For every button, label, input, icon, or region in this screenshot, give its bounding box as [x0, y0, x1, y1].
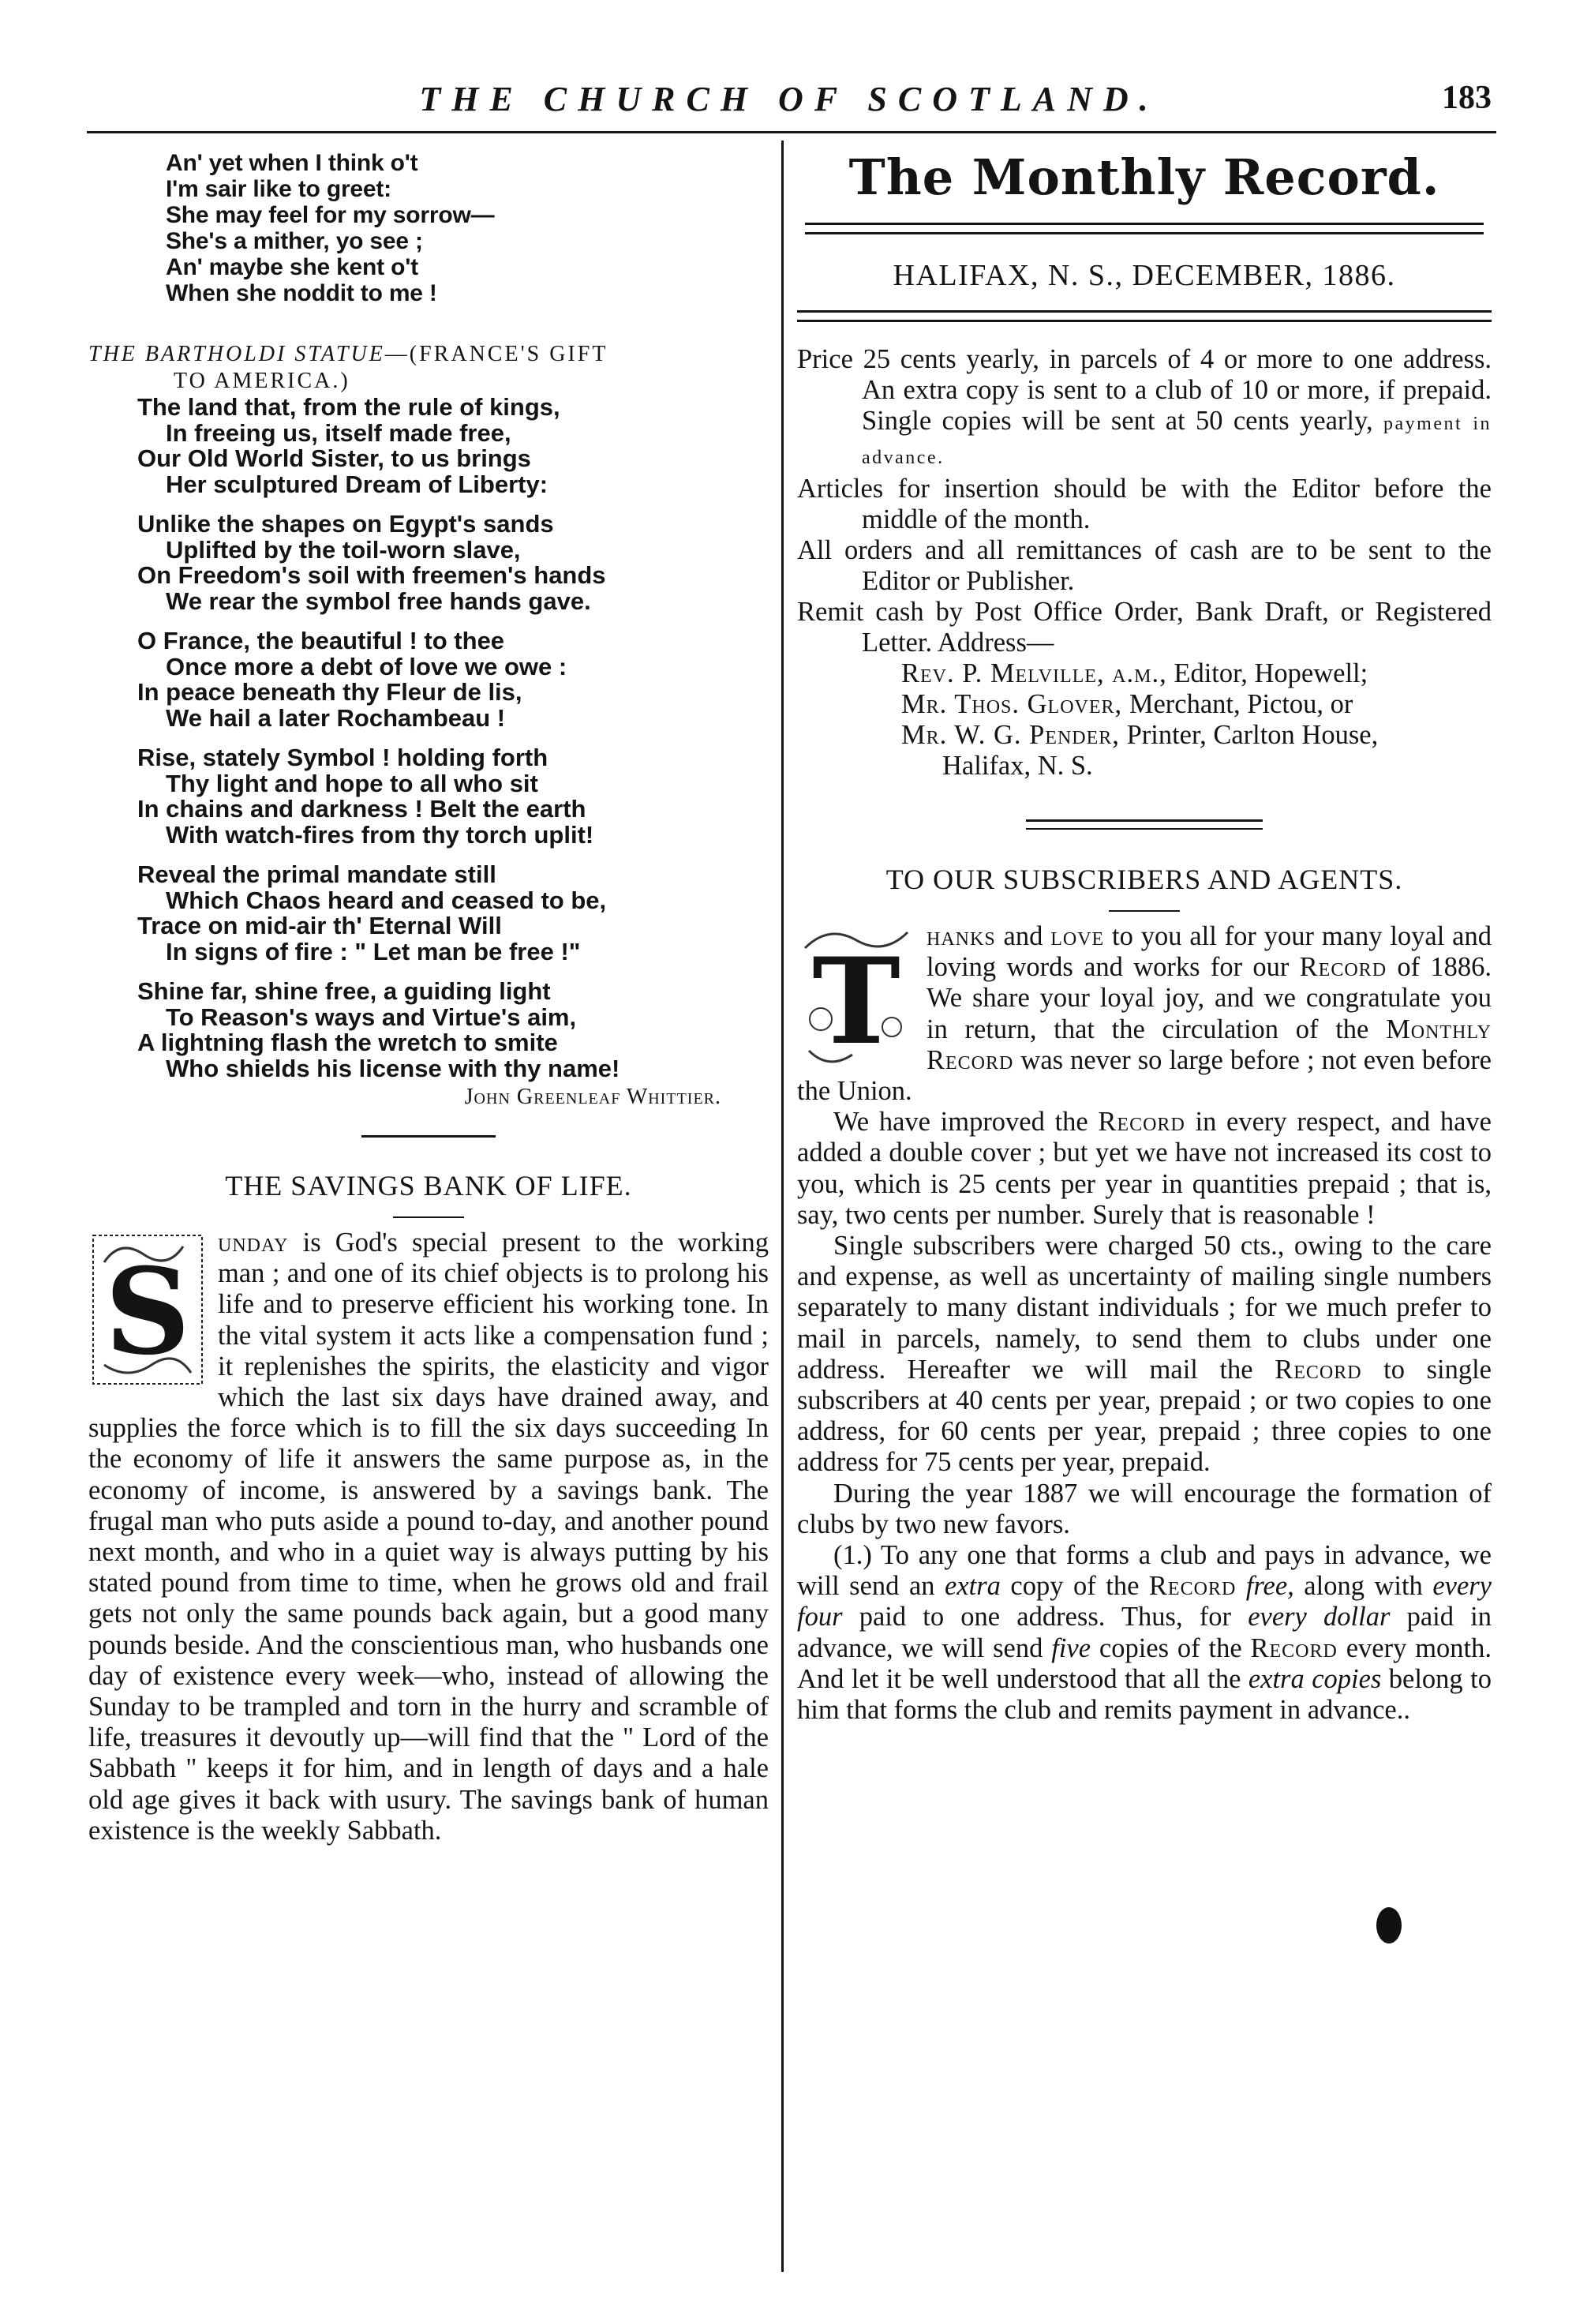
ornamental-dropcap-s [88, 1231, 207, 1389]
text-run: belong to him that forms the club and remits payment in advance.. [797, 1663, 1492, 1726]
savings-article [88, 1228, 769, 1846]
masthead: The Monthly Record. [848, 148, 1440, 206]
payment-in-advance: payment in advance. [862, 414, 1492, 468]
poem-line: In freeing us, itself made free, [166, 418, 511, 447]
text-run: every dollar [1248, 1602, 1391, 1632]
dateline-rule [797, 310, 1492, 322]
stanza [137, 979, 769, 1081]
text-run: Single subscribers were charged 50 cts., owing to the care and expense, as well as uncertainty of mailing single numbers separately to many distant individuals ; for we much prefer to mail in parcels, namely, to send them to clubs under one address. Hereafter we will mail the [797, 1231, 1492, 1385]
poet-credit [88, 1085, 769, 1110]
stanza [137, 512, 769, 614]
text-run: free, [1236, 1571, 1294, 1602]
column-divider [781, 141, 784, 2272]
poem-line: Unlike the shapes on Egypt's sands [137, 510, 554, 538]
poem-line: A lightning flash the wretch to smite [137, 1029, 558, 1056]
dropcap-letter: S [104, 1243, 191, 1381]
section-rule [361, 1135, 496, 1138]
remit-text: Remit cash by Post Office Order, Bank Draft, or Registered Letter. Address— [797, 597, 1492, 658]
title-rule [393, 1216, 464, 1218]
paragraph [797, 1540, 1492, 1726]
text-run: of 1886. We share your loyal joy, and we congratulate you in return, that the circulation of the [927, 952, 1492, 1044]
articles-notice: Articles for insertion should be with the Editor before the middle of the month. [797, 474, 1492, 534]
address-line [862, 689, 1492, 720]
text-run: along with [1293, 1571, 1433, 1602]
text-run: in every respect, and have added a double cover ; but yet we have not increased its cost to you, which is 25 cents per year in quantities prepaid ; that is, say, two cents per number. Surely that is reasonable ! [797, 1107, 1492, 1230]
lead-word: hanks [927, 921, 996, 951]
poem-line: On Freedom's soil with freemen's hands [137, 561, 606, 589]
dropcap-letter: T [812, 932, 900, 1071]
poem-line: To Reason's ways and Virtue's aim, [166, 1003, 577, 1031]
subscription-notice [797, 344, 1492, 782]
address-detail: Printer, Carlton House, [1119, 720, 1379, 750]
poem-line: Our Old World Sister, to us brings [137, 444, 531, 472]
section-rule [1026, 819, 1263, 830]
paragraph [797, 1107, 1492, 1231]
paragraph [797, 1231, 1492, 1479]
bartholdi-title-line2: TO AMERICA.) [174, 369, 350, 393]
poem-line: With watch-fires from thy torch uplit! [166, 820, 594, 849]
text-run: every four [797, 1571, 1492, 1632]
poem-line: In chains and darkness ! Belt the earth [137, 795, 586, 823]
page-number: 183 [1442, 80, 1492, 116]
dateline: HALIFAX, N. S., DECEMBER, 1886. [893, 259, 1396, 292]
dialect-poem [166, 150, 769, 306]
poem-line: We hail a later Rochambeau ! [166, 703, 506, 732]
text-run: every month. And let it be well understood that all the [797, 1632, 1492, 1694]
address-line: Halifax, N. S. [942, 751, 1093, 781]
poem-line: O France, the beautiful ! to thee [137, 627, 505, 654]
text-run: paid in advance, we will send [797, 1602, 1492, 1663]
text-run: (1.) To any one that forms a club and pays in advance, we will send an [797, 1540, 1492, 1602]
orders-notice: All orders and all remittances of cash are to be sent to the Editor or Publisher. [797, 535, 1492, 596]
savings-body: is God's special present to the working man ; and one of its chief objects is to prolong his life and to preserve efficient his working tone. In the vital system it acts like a compensation fund ; it replenishes the spirits, the elasticity and vigor which the last six days have drained away, and supplies the force which is to fill the six days succeeding In the economy of life it answers the same purpose as, in the economy of income, is answered by a savings bank. The frugal man who puts aside a pound to-day, and another pound next month, and who in a quiet way is always putting by his stated pound from time to time, when he grows old and frail gets not only the same pounds back again, but a good many pounds beside. And the conscientious man, who husbands one day of existence every week—who, instead of allowing the Sunday to be trampled and torn in the hurry and scramble of life, treasures it devoutly up—will find that the " Lord of the Sabbath " keeps it for him, and in length of days and a hale old age gives it back with usury. The savings bank of human existence is the weekly Sabbath. [88, 1228, 769, 1846]
text-run: and [995, 921, 1051, 951]
text-run: extra copies [1248, 1663, 1382, 1694]
text-run: We have improved the [833, 1107, 1099, 1138]
running-head [87, 79, 1492, 126]
text-run: Monthly Record [927, 1014, 1492, 1075]
title-rule [1109, 910, 1180, 912]
text-run: was never so large before ; not even before the Union. [797, 1044, 1492, 1107]
poem-line: In signs of fire : " Let man be free !" [166, 937, 581, 965]
address-detail: Merchant, Pictou, or [1122, 689, 1353, 719]
text-run: to single subscribers at 40 cents per year, prepaid ; or two copies to one address, for 60 cents per year, prepaid ; three copies to one address for 75 cents per year, prepaid. [797, 1354, 1492, 1478]
address-name: Rev. P. Melville, a.m., [901, 658, 1167, 688]
savings-title: THE SAVINGS BANK OF LIFE. [225, 1170, 632, 1201]
poem-line: The land that, from the rule of kings, [137, 393, 560, 421]
price-text: Price 25 cents yearly, in parcels of 4 or more to one address. An extra copy is sent to a club of 10 or more, if prepaid. Single copies will be sent at 50 cents yearly, [797, 344, 1492, 436]
address-line [862, 720, 1492, 751]
poem-line: Who shields his license with thy name! [166, 1054, 620, 1082]
poem-line: An' yet when I think o't [166, 150, 418, 176]
poem-line: We rear the symbol free hands gave. [166, 587, 591, 615]
text-run: Record [1250, 1632, 1338, 1663]
poem-line: I'm sair like to greet: [166, 176, 391, 202]
address-name: Mr. Thos. Glover, [901, 689, 1123, 719]
text-run: love [1050, 921, 1105, 951]
text-run: five [1051, 1632, 1091, 1663]
poem-line: Which Chaos heard and ceased to be, [166, 886, 607, 914]
text-run: to you all for your many loyal and loving words and works for our [927, 921, 1492, 983]
poem-line: Trace on mid-air th' Eternal Will [137, 912, 502, 939]
poem-line: In peace beneath thy Fleur de lis, [137, 678, 522, 706]
poem-line: She may feel for my sorrow— [166, 202, 495, 228]
text-run: Record [1098, 1107, 1185, 1138]
paragraph: During the year 1887 we will encourage the formation of clubs by two new favors. [797, 1478, 1492, 1539]
lead-word: unday [218, 1228, 289, 1258]
address-detail: Editor, Hopewell; [1166, 658, 1368, 688]
poem-line: Rise, stately Symbol ! holding forth [137, 744, 548, 771]
poem-line: Shine far, shine free, a guiding light [137, 977, 551, 1005]
poem-line: Thy light and hope to all who sit [166, 769, 538, 797]
price-notice [797, 344, 1492, 474]
text-run: extra [945, 1571, 1001, 1602]
subscribers-article [797, 921, 1492, 1726]
text-run: Record [1148, 1571, 1237, 1602]
text-run: Record [1299, 952, 1387, 983]
text-run: Record [1275, 1354, 1362, 1385]
header-rule [87, 131, 1496, 133]
poem-line: She's a mither, yo see ; [166, 228, 423, 254]
poem-line: Uplifted by the toil-worn slave, [166, 535, 521, 564]
left-column [88, 150, 769, 1846]
poet-name: John Greenleaf Whittier. [464, 1085, 721, 1109]
poem-line: Once more a debt of love we owe : [166, 652, 567, 680]
text-run: paid to one address. Thus, for [842, 1602, 1248, 1632]
stanza [137, 628, 769, 731]
poem-line: Her sculptured Dream of Liberty: [166, 470, 548, 498]
stanza [137, 862, 769, 965]
text-run: copies of the [1091, 1632, 1251, 1663]
paragraph [797, 921, 1492, 1107]
poem-line: Reveal the primal mandate still [137, 860, 496, 888]
text-run: copy of the [1000, 1571, 1149, 1602]
bartholdi-title [88, 341, 769, 395]
bartholdi-title-rest: —(FRANCE'S GIFT [384, 342, 608, 366]
ink-blot [1376, 1907, 1402, 1944]
masthead-rule [805, 223, 1484, 234]
subscribers-title: TO OUR SUBSCRIBERS AND AGENTS. [885, 864, 1403, 895]
right-column [797, 150, 1492, 1726]
address-line [862, 658, 1492, 689]
poem-line: An' maybe she kent o't [166, 254, 418, 280]
address-name: Mr. W. G. Pender, [901, 720, 1120, 750]
bartholdi-poem [137, 395, 769, 1081]
bartholdi-title-italic: THE BARTHOLDI STATUE [88, 342, 385, 366]
ornamental-dropcap-t [797, 924, 915, 1074]
poem-line: When she noddit to me ! [166, 280, 437, 306]
stanza [137, 745, 769, 848]
stanza [137, 395, 769, 497]
remit-notice [797, 597, 1492, 782]
journal-title: THE CHURCH OF SCOTLAND. [419, 80, 1159, 118]
